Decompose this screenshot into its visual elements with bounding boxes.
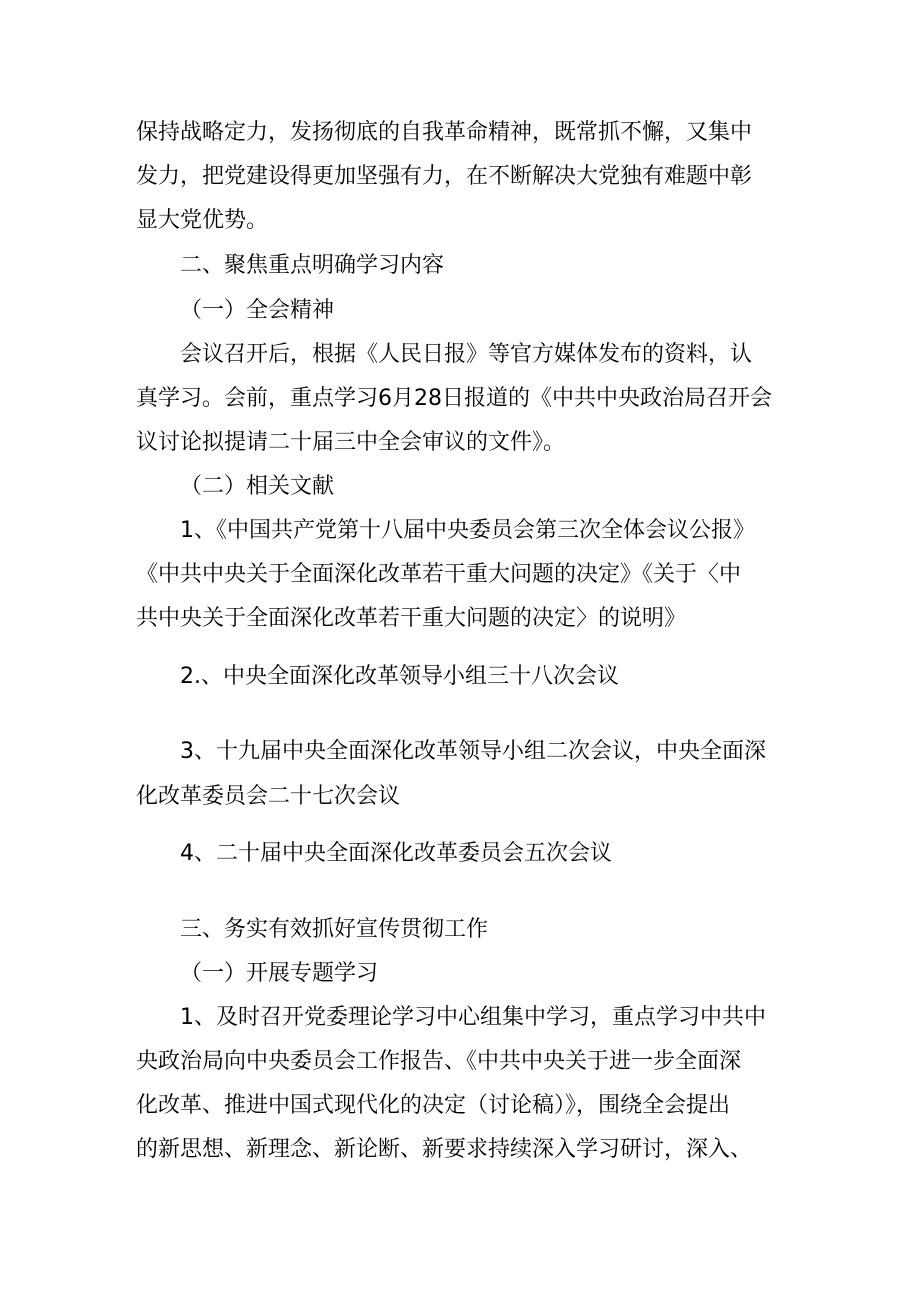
list-item-continuation: 央政治局向中央委员会工作报告、《中共中央关于进一步全面深	[136, 1049, 742, 1074]
list-item-continuation: 的新思想、新理念、新论断、新要求持续深入学习研讨，深入、	[136, 1137, 753, 1162]
list-item: 2.、中央全面深化改革领导小组三十八次会议	[180, 664, 619, 689]
list-item: 3、十九届中央全面深化改革领导小组二次会议，中央全面深	[180, 739, 766, 764]
list-item-continuation: 化改革、推进中国式现代化的决定（讨论稿）》，围绕全会提出	[136, 1093, 731, 1118]
paragraph-line: 议讨论拟提请二十届三中全会审议的文件》。	[136, 430, 566, 455]
paragraph-line: 真学习。会前，重点学习6月28日报道的《中共中央政治局召开会	[136, 386, 772, 411]
list-item: 1、《中国共产党第十八届中央委员会第三次全体会议公报》	[180, 518, 755, 543]
subsection-heading: （一）全会精神	[180, 298, 335, 323]
paragraph-line: 会议召开后，根据《人民日报》等官方媒体发布的资料，认	[180, 342, 753, 367]
paragraph-line: 保持战略定力，发扬彻底的自我革命精神，既常抓不懈，又集中	[136, 120, 753, 145]
section-heading: 三、务实有效抓好宣传贯彻工作	[180, 917, 489, 942]
paragraph-line: 显大党优势。	[136, 208, 269, 233]
subsection-heading: （二）相关文献	[180, 474, 335, 499]
paragraph-line: 发力，把党建设得更加坚强有力，在不断解决大党独有难题中彰	[136, 164, 753, 189]
section-heading: 二、聚焦重点明确学习内容	[180, 253, 445, 278]
list-item-continuation: 共中央关于全面深化改革若干重大问题的决定〉的说明》	[136, 606, 687, 631]
list-item-continuation: 化改革委员会二十七次会议	[136, 784, 401, 809]
list-item: 4、二十届中央全面深化改革委员会五次会议	[180, 841, 612, 866]
subsection-heading: （一）开展专题学习	[180, 961, 379, 986]
list-item-continuation: 《中共中央关于全面深化改革若干重大问题的决定》《关于〈中	[136, 562, 742, 587]
list-item: 1、及时召开党委理论学习中心组集中学习，重点学习中共中	[180, 1005, 766, 1030]
